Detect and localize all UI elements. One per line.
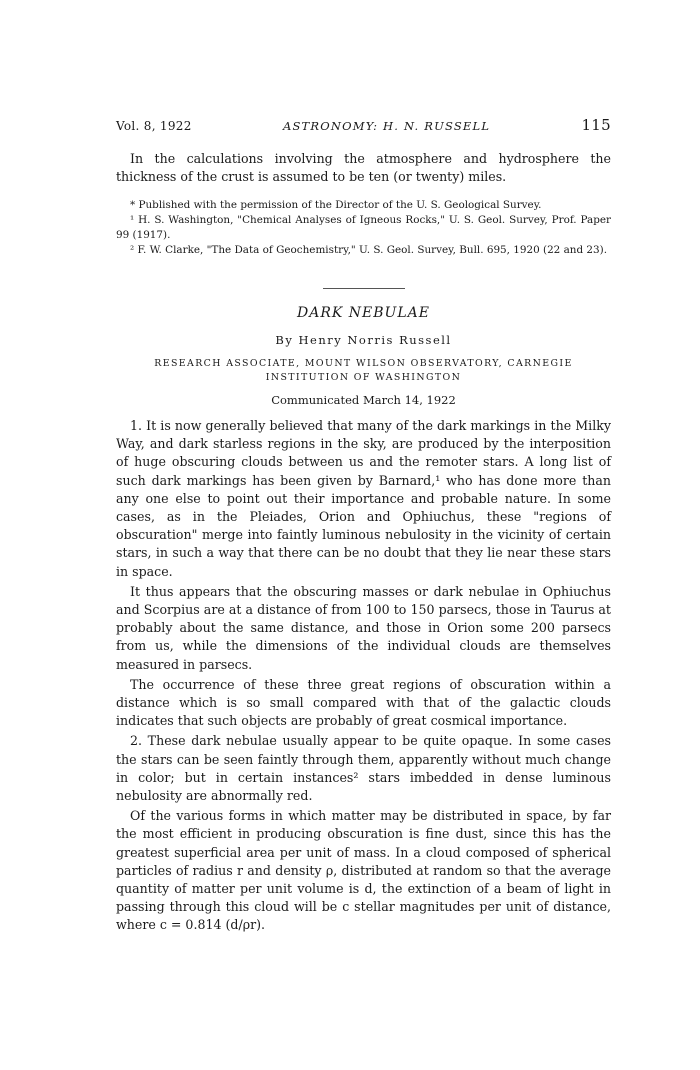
running-head bbox=[116, 116, 611, 136]
communicated-date: Communicated March 14, 1922 bbox=[271, 393, 456, 407]
footnotes bbox=[116, 198, 611, 258]
page-number: 115 bbox=[581, 116, 611, 134]
volume-year: Vol. 8, 1922 bbox=[116, 119, 192, 133]
article-byline: By Henry Norris Russell bbox=[275, 333, 452, 347]
body-paragraph: The occurrence of these three great regions of obscuration within a distance which is so small compared with that of the galactic clouds indicates that such objects are probably of great cosmical importance. bbox=[116, 676, 611, 729]
body-paragraph: Of the various forms in which matter may be distributed in space, by far the most efficient in producing obscuration is fine dust, since this has the greatest superficial area per unit of mass. In a cloud composed of spherical particles of radius r and density ρ, distributed at random so that the average quantity of matter per unit volume is d, the extinction of a beam of light in passing through this cloud will be c stellar magnitudes per unit of distance, where c = 0.814 (d/ρr). bbox=[116, 808, 611, 933]
footnote: ² F. W. Clarke, "The Data of Geochemistry," U. S. Geol. Survey, Bull. 695, 1920 (22 and 23). bbox=[130, 244, 608, 256]
running-head-author: ASTRONOMY: H. N. RUSSELL bbox=[282, 119, 491, 133]
article-title: DARK NEBULAE bbox=[297, 305, 430, 321]
journal-page bbox=[116, 116, 611, 937]
footnote: ¹ H. S. Washington, "Chemical Analyses of Igneous Rocks," U. S. Geol. Survey, Prof. Paper 99 (1917). bbox=[116, 214, 611, 241]
intro-paragraph: In the calculations involving the atmosphere and hydrosphere the thickness of the crust is assumed to be ten (or twenty) miles. bbox=[116, 151, 611, 184]
body-paragraph: 2. These dark nebulae usually appear to be quite opaque. In some cases the stars can be seen faintly through them, apparently without much change in color; but in certain instances² stars imbedded in dense luminous nebulosity are abnormally red. bbox=[116, 733, 611, 804]
footnote: * Published with the permission of the Director of the U. S. Geological Survey. bbox=[130, 199, 542, 211]
section-divider bbox=[323, 288, 405, 289]
body-paragraph: 1. It is now generally believed that many of the dark markings in the Milky Way, and dark starless regions in the sky, are produced by the interposition of huge obscuring clouds between us and the remoter stars. A long list of such dark markings has been given by Barnard,¹ who has done more than any one else to point out their importance and probable nature. In some cases, as in the Pleiades, Orion and Ophiuchus, these "regions of obscuration" merge into faintly luminous nebulosity in the vicinity of certain stars, in such a way that there can be no doubt that they lie near these stars in space. bbox=[116, 418, 611, 579]
author-affiliation: RESEARCH ASSOCIATE, MOUNT WILSON OBSERVATORY, CARNEGIE INSTITUTION OF WASHINGTON bbox=[154, 358, 573, 383]
body-paragraph: It thus appears that the obscuring masses or dark nebulae in Ophiuchus and Scorpius are at a distance of from 100 to 150 parsecs, those in Taurus at probably about the same distance, and those in Orion some 200 parsecs from us, while the dimensions of the individual clouds are themselves measured in parsecs. bbox=[116, 583, 611, 672]
